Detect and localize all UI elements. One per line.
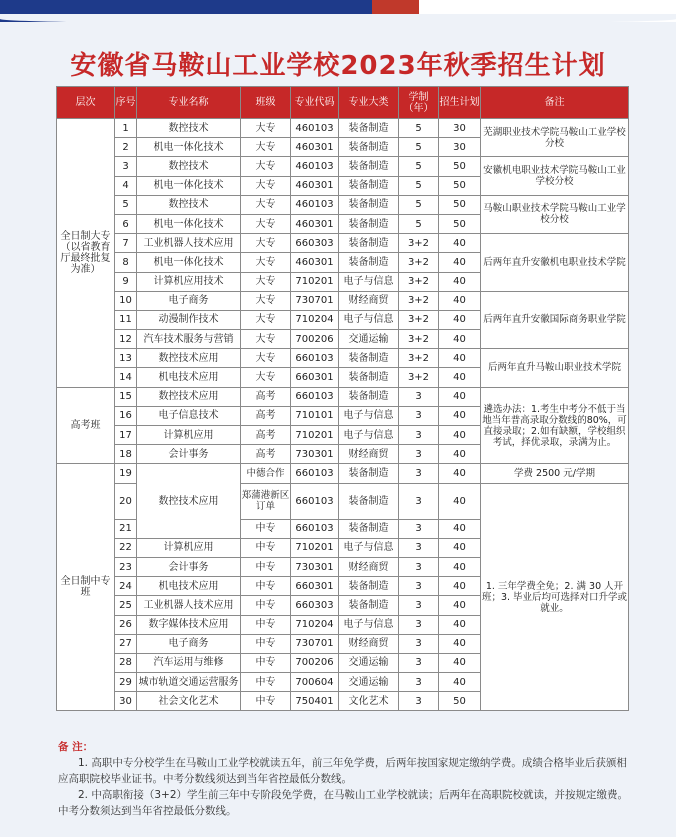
row-number: 15 [115, 387, 137, 406]
class-type: 大专 [241, 310, 291, 329]
major-code: 700206 [291, 653, 339, 672]
class-type: 大专 [241, 330, 291, 349]
class-type: 大专 [241, 291, 291, 310]
major-code: 660303 [291, 234, 339, 253]
major-name: 电子商务 [137, 634, 241, 653]
enroll-count: 40 [439, 406, 481, 425]
class-type: 大专 [241, 253, 291, 272]
major-code: 730701 [291, 634, 339, 653]
major-code: 710204 [291, 615, 339, 634]
major-name: 机电技术应用 [137, 577, 241, 596]
major-name: 动漫制作技术 [137, 310, 241, 329]
header-cell: 专业大类 [339, 87, 399, 119]
major-category: 装备制造 [339, 596, 399, 615]
class-type: 中德合作 [241, 464, 291, 483]
major-category: 电子与信息 [339, 426, 399, 445]
class-type: 高考 [241, 445, 291, 464]
major-name: 计算机应用技术 [137, 272, 241, 291]
major-name: 计算机应用 [137, 426, 241, 445]
row-number: 29 [115, 673, 137, 692]
study-years: 3+2 [399, 253, 439, 272]
major-category: 财经商贸 [339, 445, 399, 464]
enroll-count: 40 [439, 234, 481, 253]
enroll-count: 40 [439, 557, 481, 576]
header-cell: 层次 [57, 87, 115, 119]
major-category: 电子与信息 [339, 406, 399, 425]
major-category: 装备制造 [339, 195, 399, 214]
study-years: 3+2 [399, 291, 439, 310]
major-name: 工业机器人技术应用 [137, 234, 241, 253]
major-category: 装备制造 [339, 157, 399, 176]
remark-cell: 芜湖职业技术学院马鞍山工业学校分校 [481, 119, 629, 157]
major-code: 660301 [291, 368, 339, 387]
enroll-count: 40 [439, 483, 481, 519]
class-type: 大专 [241, 272, 291, 291]
class-type: 大专 [241, 157, 291, 176]
row-number: 21 [115, 519, 137, 538]
major-category: 装备制造 [339, 368, 399, 387]
level-cell-dazhuan: 全日制大专（以省教育厅最终批复为准） [57, 119, 115, 388]
major-code: 730301 [291, 557, 339, 576]
major-name: 汽车技术服务与营销 [137, 330, 241, 349]
major-name: 机电一体化技术 [137, 138, 241, 157]
header-cell: 专业代码 [291, 87, 339, 119]
class-type: 大专 [241, 214, 291, 233]
class-type: 中专 [241, 596, 291, 615]
study-years: 3+2 [399, 272, 439, 291]
enroll-count: 40 [439, 577, 481, 596]
major-name: 社会文化艺术 [137, 692, 241, 711]
table-row [57, 464, 629, 483]
enroll-count: 50 [439, 176, 481, 195]
row-number: 23 [115, 557, 137, 576]
row-number: 3 [115, 157, 137, 176]
header-cell: 专业名称 [137, 87, 241, 119]
remark-cell: 学费 2500 元/学期 [481, 464, 629, 483]
enroll-count: 40 [439, 673, 481, 692]
major-category: 装备制造 [339, 387, 399, 406]
study-years: 3 [399, 406, 439, 425]
major-name: 会计事务 [137, 445, 241, 464]
enroll-count: 40 [439, 596, 481, 615]
major-category: 装备制造 [339, 119, 399, 138]
enroll-count: 40 [439, 349, 481, 368]
enroll-count: 50 [439, 692, 481, 711]
major-code: 710201 [291, 272, 339, 291]
top-decoration-band [0, 0, 676, 22]
study-years: 3 [399, 615, 439, 634]
major-code: 460301 [291, 138, 339, 157]
row-number: 30 [115, 692, 137, 711]
study-years: 3+2 [399, 349, 439, 368]
row-number: 7 [115, 234, 137, 253]
major-name: 电子商务 [137, 291, 241, 310]
table-row [57, 195, 629, 214]
major-code: 660103 [291, 387, 339, 406]
class-type: 高考 [241, 387, 291, 406]
enroll-count: 50 [439, 214, 481, 233]
study-years: 5 [399, 214, 439, 233]
major-name: 机电一体化技术 [137, 214, 241, 233]
study-years: 3 [399, 426, 439, 445]
major-category: 电子与信息 [339, 272, 399, 291]
major-category: 财经商贸 [339, 557, 399, 576]
major-code: 660301 [291, 577, 339, 596]
row-number: 14 [115, 368, 137, 387]
major-category: 装备制造 [339, 234, 399, 253]
class-type: 中专 [241, 557, 291, 576]
class-type: 大专 [241, 349, 291, 368]
major-name: 数控技术应用 [137, 464, 241, 538]
row-number: 10 [115, 291, 137, 310]
row-number: 13 [115, 349, 137, 368]
enroll-count: 40 [439, 538, 481, 557]
major-name: 机电一体化技术 [137, 253, 241, 272]
row-number: 1 [115, 119, 137, 138]
major-category: 装备制造 [339, 577, 399, 596]
study-years: 5 [399, 176, 439, 195]
major-name: 数控技术应用 [137, 349, 241, 368]
row-number: 9 [115, 272, 137, 291]
class-type: 中专 [241, 673, 291, 692]
study-years: 3 [399, 387, 439, 406]
study-years: 5 [399, 119, 439, 138]
major-name: 城市轨道交通运营服务 [137, 673, 241, 692]
class-type: 中专 [241, 653, 291, 672]
row-number: 24 [115, 577, 137, 596]
remark-cell: 后两年直升马鞍山职业技术学院 [481, 349, 629, 387]
major-name: 数控技术 [137, 119, 241, 138]
class-type: 中专 [241, 615, 291, 634]
class-type: 大专 [241, 195, 291, 214]
enroll-count: 40 [439, 464, 481, 483]
header-cell: 学制（年） [399, 87, 439, 119]
major-category: 装备制造 [339, 214, 399, 233]
remark-cell: 马鞍山职业技术学院马鞍山工业学校分校 [481, 195, 629, 233]
class-type: 中专 [241, 538, 291, 557]
study-years: 3 [399, 464, 439, 483]
major-code: 460103 [291, 195, 339, 214]
enroll-count: 30 [439, 119, 481, 138]
major-code: 710204 [291, 310, 339, 329]
enroll-count: 40 [439, 615, 481, 634]
remark-cell: 后两年直升安徽机电职业技术学院 [481, 234, 629, 292]
remark-cell: 后两年直升安徽国际商务职业学院 [481, 291, 629, 349]
row-number: 11 [115, 310, 137, 329]
major-category: 财经商贸 [339, 291, 399, 310]
class-type: 大专 [241, 138, 291, 157]
major-category: 交通运输 [339, 330, 399, 349]
major-code: 460103 [291, 157, 339, 176]
study-years: 3 [399, 692, 439, 711]
study-years: 3+2 [399, 330, 439, 349]
row-number: 28 [115, 653, 137, 672]
major-name: 计算机应用 [137, 538, 241, 557]
enroll-count: 40 [439, 634, 481, 653]
remark-cell: 安徽机电职业技术学院马鞍山工业学校分校 [481, 157, 629, 195]
row-number: 5 [115, 195, 137, 214]
enroll-count: 40 [439, 310, 481, 329]
table-row [57, 157, 629, 176]
note-item: 1. 高职中专分校学生在马鞍山工业学校就读五年，前三年免学费，后两年按国家规定缴纳学费。成绩合格毕业后获颁相应高职院校毕业证书。中考分数线须达到当年省控最低分数线。 [58, 757, 627, 785]
major-code: 660103 [291, 349, 339, 368]
major-code: 710201 [291, 538, 339, 557]
major-category: 电子与信息 [339, 538, 399, 557]
row-number: 26 [115, 615, 137, 634]
major-category: 电子与信息 [339, 310, 399, 329]
class-type: 中专 [241, 692, 291, 711]
study-years: 3 [399, 596, 439, 615]
class-type: 中专 [241, 634, 291, 653]
major-code: 460301 [291, 214, 339, 233]
row-number: 19 [115, 464, 137, 483]
major-category: 装备制造 [339, 464, 399, 483]
remark-cell: 遴选办法：1.考生中考分不低于当地当年普高录取分数线的80%，可直接录取；2.如有缺额，学校组织考试，择优录取，录满为止。 [481, 387, 629, 464]
study-years: 5 [399, 138, 439, 157]
class-type: 高考 [241, 426, 291, 445]
note-item: 2. 中高职衔接（3+2）学生前三年中专阶段免学费，在马鞍山工业学校就读；后两年在高职院校就读，并按规定缴费。中考分数须达到当年省控最低分数线。 [58, 789, 629, 817]
major-category: 装备制造 [339, 138, 399, 157]
major-name: 汽车运用与维修 [137, 653, 241, 672]
enroll-count: 40 [439, 445, 481, 464]
remark-cell: 1. 三年学费全免；2. 满 30 人开班；3. 毕业后均可选择对口升学或就业。 [481, 483, 629, 711]
major-name: 工业机器人技术应用 [137, 596, 241, 615]
row-number: 17 [115, 426, 137, 445]
major-category: 文化艺术 [339, 692, 399, 711]
header-cell: 备注 [481, 87, 629, 119]
study-years: 3 [399, 483, 439, 519]
major-name: 电子信息技术 [137, 406, 241, 425]
class-type: 大专 [241, 176, 291, 195]
study-years: 5 [399, 195, 439, 214]
class-type: 大专 [241, 119, 291, 138]
major-name: 会计事务 [137, 557, 241, 576]
study-years: 3+2 [399, 368, 439, 387]
study-years: 3+2 [399, 310, 439, 329]
major-category: 交通运输 [339, 653, 399, 672]
enroll-count: 40 [439, 426, 481, 445]
study-years: 3 [399, 653, 439, 672]
major-code: 460301 [291, 253, 339, 272]
study-years: 3 [399, 445, 439, 464]
level-cell-zhongzhuan: 全日制中专班 [57, 464, 115, 711]
study-years: 3 [399, 577, 439, 596]
row-number: 6 [115, 214, 137, 233]
enroll-count: 40 [439, 253, 481, 272]
table-row [57, 234, 629, 253]
class-type: 中专 [241, 577, 291, 596]
footnotes [58, 739, 628, 819]
row-number: 27 [115, 634, 137, 653]
row-number: 25 [115, 596, 137, 615]
study-years: 3 [399, 557, 439, 576]
major-name: 机电一体化技术 [137, 176, 241, 195]
class-type: 大专 [241, 234, 291, 253]
row-number: 20 [115, 483, 137, 519]
major-name: 数字媒体技术应用 [137, 615, 241, 634]
study-years: 3 [399, 538, 439, 557]
study-years: 3+2 [399, 234, 439, 253]
enroll-count: 40 [439, 291, 481, 310]
enroll-count: 40 [439, 387, 481, 406]
major-category: 财经商贸 [339, 634, 399, 653]
table-row [57, 349, 629, 368]
enroll-count: 50 [439, 195, 481, 214]
major-code: 710101 [291, 406, 339, 425]
major-category: 装备制造 [339, 519, 399, 538]
major-code: 660303 [291, 596, 339, 615]
enroll-count: 40 [439, 272, 481, 291]
class-type: 中专 [241, 519, 291, 538]
major-code: 460103 [291, 119, 339, 138]
study-years: 3 [399, 519, 439, 538]
enroll-count: 30 [439, 138, 481, 157]
major-code: 700206 [291, 330, 339, 349]
major-category: 电子与信息 [339, 615, 399, 634]
row-number: 4 [115, 176, 137, 195]
row-number: 16 [115, 406, 137, 425]
major-code: 730301 [291, 445, 339, 464]
major-name: 数控技术 [137, 195, 241, 214]
row-number: 22 [115, 538, 137, 557]
page-title: 安徽省马鞍山工业学校2023年秋季招生计划 [70, 51, 606, 81]
enroll-count: 40 [439, 330, 481, 349]
class-type: 高考 [241, 406, 291, 425]
major-code: 460301 [291, 176, 339, 195]
row-number: 18 [115, 445, 137, 464]
study-years: 5 [399, 157, 439, 176]
notes-heading: 备 注： [58, 741, 94, 753]
table-row [57, 291, 629, 310]
major-category: 装备制造 [339, 253, 399, 272]
major-code: 700604 [291, 673, 339, 692]
major-name: 数控技术应用 [137, 387, 241, 406]
table-header-row [57, 87, 629, 119]
enroll-count: 40 [439, 368, 481, 387]
major-code: 660103 [291, 464, 339, 483]
major-category: 装备制造 [339, 483, 399, 519]
level-cell-gaokao: 高考班 [57, 387, 115, 464]
table-row [57, 387, 629, 406]
major-name: 机电技术应用 [137, 368, 241, 387]
header-cell: 序号 [115, 87, 137, 119]
major-code: 710201 [291, 426, 339, 445]
enrollment-plan-table [56, 86, 629, 711]
major-name: 数控技术 [137, 157, 241, 176]
header-cell: 班级 [241, 87, 291, 119]
row-number: 12 [115, 330, 137, 349]
major-category: 装备制造 [339, 176, 399, 195]
major-code: 750401 [291, 692, 339, 711]
major-category: 交通运输 [339, 673, 399, 692]
class-type: 大专 [241, 368, 291, 387]
enroll-count: 40 [439, 519, 481, 538]
row-number: 8 [115, 253, 137, 272]
header-cell: 招生计划 [439, 87, 481, 119]
enroll-count: 50 [439, 157, 481, 176]
row-number: 2 [115, 138, 137, 157]
major-code: 660103 [291, 519, 339, 538]
study-years: 3 [399, 673, 439, 692]
enroll-count: 40 [439, 653, 481, 672]
major-category: 装备制造 [339, 349, 399, 368]
major-code: 730701 [291, 291, 339, 310]
class-type: 郑蒲港新区订单 [241, 483, 291, 519]
table-row [57, 119, 629, 138]
study-years: 3 [399, 634, 439, 653]
major-code: 660103 [291, 483, 339, 519]
